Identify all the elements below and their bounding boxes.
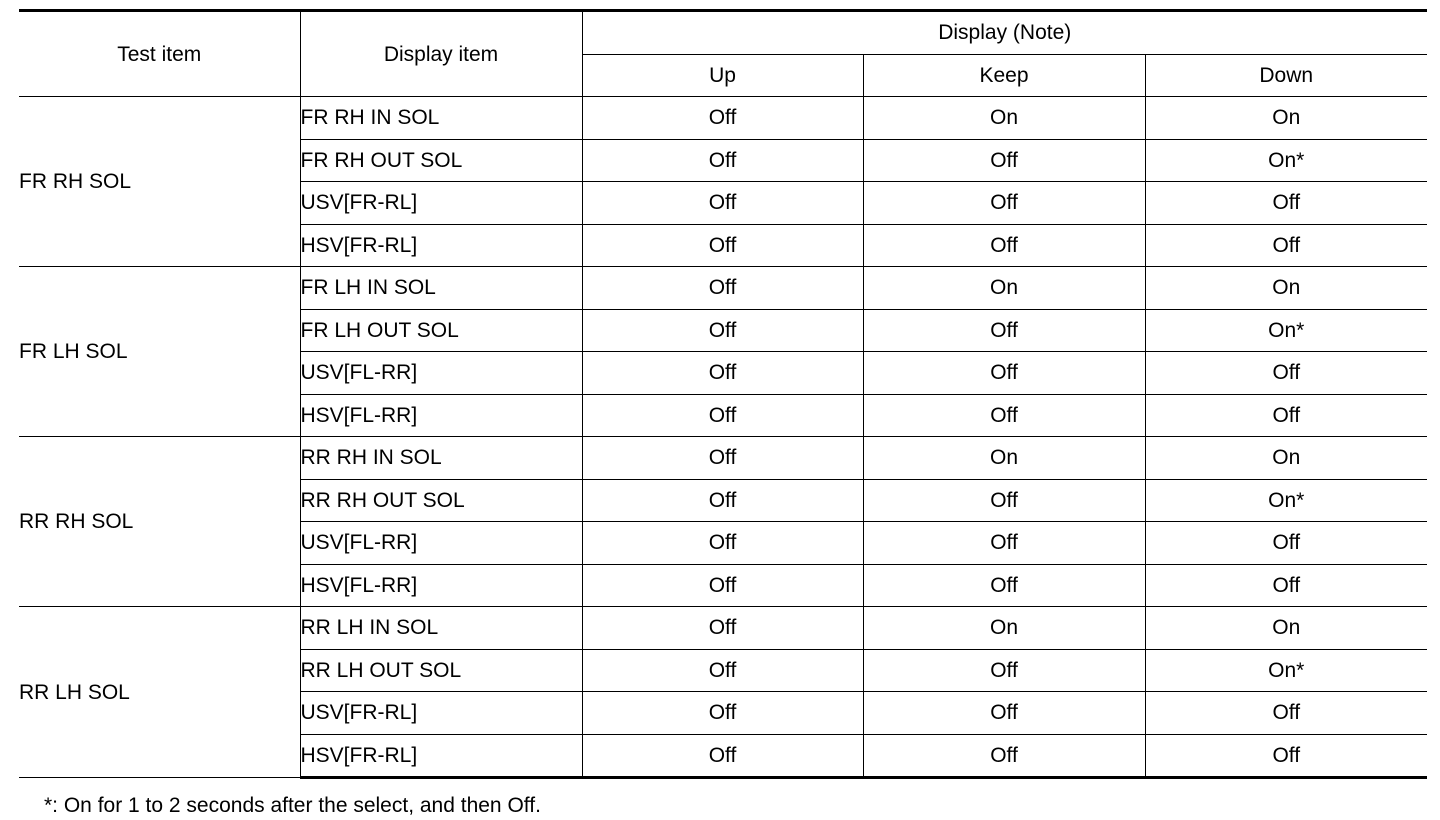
display-item-cell: FR LH OUT SOL bbox=[300, 309, 582, 352]
solenoid-display-table bbox=[19, 9, 1427, 779]
up-value-cell: Off bbox=[582, 224, 863, 267]
keep-value-cell: Off bbox=[863, 692, 1145, 735]
up-value-cell: Off bbox=[582, 97, 863, 140]
keep-value-cell: Off bbox=[863, 649, 1145, 692]
up-value-cell: Off bbox=[582, 479, 863, 522]
up-value-cell: Off bbox=[582, 437, 863, 480]
up-value-cell: Off bbox=[582, 139, 863, 182]
down-value-cell: Off bbox=[1145, 352, 1427, 395]
down-value-cell: Off bbox=[1145, 224, 1427, 267]
table-row bbox=[19, 267, 1427, 310]
up-value-cell: Off bbox=[582, 352, 863, 395]
down-value-cell: Off bbox=[1145, 182, 1427, 225]
down-value-cell: On bbox=[1145, 437, 1427, 480]
up-value-cell: Off bbox=[582, 394, 863, 437]
down-value-cell: Off bbox=[1145, 564, 1427, 607]
table-row bbox=[19, 437, 1427, 480]
header-test-item: Test item bbox=[19, 11, 300, 97]
header-display-item: Display item bbox=[300, 11, 582, 97]
keep-value-cell: Off bbox=[863, 139, 1145, 182]
keep-value-cell: Off bbox=[863, 224, 1145, 267]
down-value-cell: On* bbox=[1145, 309, 1427, 352]
up-value-cell: Off bbox=[582, 564, 863, 607]
keep-value-cell: Off bbox=[863, 309, 1145, 352]
header-display-note: Display (Note) bbox=[582, 11, 1427, 55]
up-value-cell: Off bbox=[582, 267, 863, 310]
keep-value-cell: On bbox=[863, 607, 1145, 650]
down-value-cell: Off bbox=[1145, 734, 1427, 778]
display-item-cell: RR RH OUT SOL bbox=[300, 479, 582, 522]
up-value-cell: Off bbox=[582, 182, 863, 225]
keep-value-cell: Off bbox=[863, 522, 1145, 565]
down-value-cell: On* bbox=[1145, 139, 1427, 182]
header-keep: Keep bbox=[863, 54, 1145, 97]
keep-value-cell: Off bbox=[863, 182, 1145, 225]
display-item-cell: USV[FR-RL] bbox=[300, 692, 582, 735]
down-value-cell: On* bbox=[1145, 649, 1427, 692]
table-row bbox=[19, 97, 1427, 140]
up-value-cell: Off bbox=[582, 522, 863, 565]
keep-value-cell: Off bbox=[863, 394, 1145, 437]
footnote: *: On for 1 to 2 seconds after the select, and then Off. bbox=[44, 794, 541, 817]
keep-value-cell: On bbox=[863, 97, 1145, 140]
display-item-cell: HSV[FL-RR] bbox=[300, 564, 582, 607]
keep-value-cell: Off bbox=[863, 479, 1145, 522]
down-value-cell: On* bbox=[1145, 479, 1427, 522]
down-value-cell: On bbox=[1145, 607, 1427, 650]
test-item-cell: RR LH SOL bbox=[19, 607, 300, 778]
down-value-cell: On bbox=[1145, 267, 1427, 310]
test-item-cell: RR RH SOL bbox=[19, 437, 300, 607]
display-item-cell: FR RH OUT SOL bbox=[300, 139, 582, 182]
down-value-cell: On bbox=[1145, 97, 1427, 140]
keep-value-cell: On bbox=[863, 267, 1145, 310]
keep-value-cell: Off bbox=[863, 734, 1145, 778]
display-item-cell: RR RH IN SOL bbox=[300, 437, 582, 480]
display-item-cell: USV[FL-RR] bbox=[300, 522, 582, 565]
display-item-cell: RR LH OUT SOL bbox=[300, 649, 582, 692]
up-value-cell: Off bbox=[582, 692, 863, 735]
keep-value-cell: Off bbox=[863, 564, 1145, 607]
test-item-cell: FR RH SOL bbox=[19, 97, 300, 267]
display-item-cell: USV[FR-RL] bbox=[300, 182, 582, 225]
table-row bbox=[19, 607, 1427, 650]
display-item-cell: RR LH IN SOL bbox=[300, 607, 582, 650]
display-item-cell: FR LH IN SOL bbox=[300, 267, 582, 310]
down-value-cell: Off bbox=[1145, 522, 1427, 565]
display-item-cell: USV[FL-RR] bbox=[300, 352, 582, 395]
test-item-cell: FR LH SOL bbox=[19, 267, 300, 437]
down-value-cell: Off bbox=[1145, 692, 1427, 735]
display-item-cell: HSV[FL-RR] bbox=[300, 394, 582, 437]
keep-value-cell: On bbox=[863, 437, 1145, 480]
display-item-cell: HSV[FR-RL] bbox=[300, 224, 582, 267]
up-value-cell: Off bbox=[582, 649, 863, 692]
up-value-cell: Off bbox=[582, 607, 863, 650]
display-item-cell: HSV[FR-RL] bbox=[300, 734, 582, 778]
up-value-cell: Off bbox=[582, 734, 863, 778]
display-item-cell: FR RH IN SOL bbox=[300, 97, 582, 140]
keep-value-cell: Off bbox=[863, 352, 1145, 395]
header-up: Up bbox=[582, 54, 863, 97]
header-down: Down bbox=[1145, 54, 1427, 97]
up-value-cell: Off bbox=[582, 309, 863, 352]
down-value-cell: Off bbox=[1145, 394, 1427, 437]
